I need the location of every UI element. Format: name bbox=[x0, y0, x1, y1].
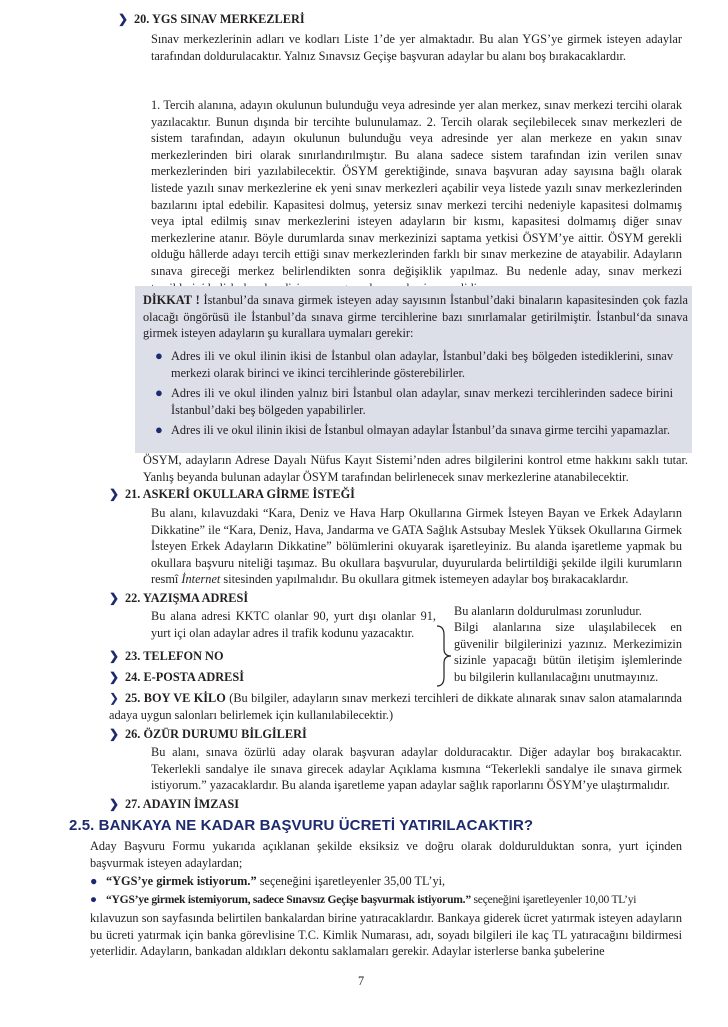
section-25-text: (Bu bilgiler, adayların sınav merkezi tercihleri de dikkate alınarak sınav salon atamalarında adaya uygun salonları belirlemek için kullanılabilecektir.) bbox=[109, 691, 682, 722]
warning-bullet-list bbox=[153, 348, 673, 443]
section-2-5-title: 2.5. BANKAYA NE KADAR BAŞVURU ÜCRETİ YATIRILACAKTIR? bbox=[69, 817, 534, 834]
fee-item-1-text: seçeneğini işaretleyenler 35,00 TL’yi, bbox=[256, 874, 446, 888]
bullet-icon: ● bbox=[155, 348, 163, 363]
chevron-right-icon: ❯ bbox=[109, 691, 120, 705]
section-22-title: 22. YAZIŞMA ADRESİ bbox=[125, 591, 249, 605]
chevron-right-icon: ❯ bbox=[118, 12, 129, 26]
chevron-right-icon: ❯ bbox=[109, 797, 120, 811]
section-27-heading bbox=[109, 797, 239, 812]
bullet-icon: ● bbox=[155, 385, 163, 401]
warning-footer: ÖSYM, adayların Adrese Dayalı Nüfus Kayıt Sistemi’nden adres bilgilerini kontrol etme hakkını saklı tutar. Yanlış beyanda bulunan adaylar ÖSYM tarafından belirlenecek sınav merkezlerine atanabilecektir. bbox=[143, 453, 688, 484]
warning-box bbox=[135, 286, 692, 484]
section-23-heading bbox=[109, 649, 224, 664]
section-26-title: 26. ÖZÜR DURUMU BİLGİLERİ bbox=[125, 727, 307, 741]
section-22-heading bbox=[109, 591, 248, 606]
bullet-icon: ● bbox=[90, 893, 97, 906]
side-note-info: Bilgi alanlarına size ulaşılabilecek en güvenilir bilgilerinizi yazınız. Merkezimizin sizinle yapacağı bütün iletişim işlemlerinde bu bilgilerin kullanılacağını unutmayınız. bbox=[454, 620, 682, 684]
section-26-paragraph: Bu alanı, sınava özürlü aday olarak başvuran adaylar dolduracaktır. Diğer adaylar boş bırakacaktır. Tekerlekli sandalye ile sınava girecek adaylar Açıklama kısmına “Tekerlekli sandalye ile sınava girmek istiyorum.” yazacaklardır. Bu alanda işaretleme yapan adaylar sağlık raporlarını ÖSYM’ye ulaştırmalıdır. bbox=[151, 745, 682, 793]
bullet-text: Adres ili ve okul ilinin ikisi de İstanbul olmayan adaylar İstanbul’da sınava girme tercihi yapamazlar. bbox=[171, 423, 670, 438]
section-21-heading bbox=[109, 487, 355, 502]
fee-item-2-label: “YGS’ye girmek istemiyorum, sadece Sınavsız Geçişe başvurmak istiyorum.” bbox=[106, 893, 471, 906]
list-item bbox=[153, 385, 673, 418]
section-2-5-intro: Aday Başvuru Formu yukarıda açıklanan şekilde eksiksiz ve doğru olarak doldurulduktan sonra, yurt içinden başvurmak isteyen adaylardan; bbox=[90, 839, 682, 870]
bullet-icon: ● bbox=[90, 874, 98, 888]
section-25-block bbox=[109, 690, 682, 723]
section-24-heading bbox=[109, 670, 244, 685]
warning-text-block bbox=[143, 292, 688, 342]
chevron-right-icon: ❯ bbox=[109, 649, 120, 663]
bullet-icon: ● bbox=[155, 422, 163, 438]
chevron-right-icon: ❯ bbox=[109, 487, 120, 501]
bullet-text: Adres ili ve okul ilinin ikisi de İstanbul olan adaylar, İstanbul’daki beş bölgeden istediklerini, sınav merkezi olarak birinci ve ikinci tercihlerinde gösterebilirler. bbox=[171, 349, 673, 380]
list-item bbox=[153, 348, 673, 381]
section-21-text-b: sitesinden yapılmalıdır. Bu okullara gitmek istemeyen adaylar boş bırakacaklardır. bbox=[220, 572, 629, 587]
section-21-paragraph bbox=[151, 505, 682, 588]
section-25-title: 25. BOY VE KİLO bbox=[125, 691, 226, 705]
section-21-text-a: Bu alanı, kılavuzdaki “Kara, Deniz ve Hava Harp Okullarına Girmek İsteyen Bayan ve Erkek Adayların Dikkatine” ile “Kara, Deniz, Hava, Jandarma ve GATA Sağlık Astsubay Meslek Yüksek Okullarına Girmek İsteyen Erkek Adayların Dikkatine” bölümlerini okuyarak işaretleyiniz. Bu alanda işaretleme yapmak bu okullara başvuru niteliği taşımaz. Bu okullara başvurular, duyurularda belirtildiği şekilde ilgili kurumların resmî bbox=[151, 506, 682, 587]
warning-label: DİKKAT ! bbox=[143, 293, 200, 307]
list-item bbox=[153, 422, 673, 439]
side-note-required: Bu alanların doldurulması zorunludur. bbox=[454, 604, 642, 618]
fee-item-1 bbox=[90, 873, 682, 890]
section-20-paragraph-1: Sınav merkezlerinin adları ve kodları Liste 1’de yer almaktadır. Bu alan YGS’ye girmek isteyen adaylar tarafından doldurulacaktır. Yalnız Sınavsız Geçişe başvuran adaylar bu alanı boş bırakacaklardır. bbox=[151, 32, 682, 63]
section-23-title: 23. TELEFON NO bbox=[125, 649, 224, 663]
section-21-title: 21. ASKERİ OKULLARA GİRME İSTEĞİ bbox=[125, 487, 355, 501]
section-20-title: 20. YGS SINAV MERKEZLERİ bbox=[134, 12, 305, 26]
fee-item-2-text: seçeneğini işaretleyenler 10,00 TL’yi bbox=[470, 893, 637, 906]
section-22-paragraph: Bu alana adresi KKTC olanlar 90, yurt dışı olanlar 91, yurt içi olan adaylar adres il trafik kodunu yazacaktır. bbox=[151, 609, 436, 640]
page-number: 7 bbox=[358, 974, 365, 988]
chevron-right-icon: ❯ bbox=[109, 670, 120, 684]
internet-word: İnternet bbox=[181, 572, 221, 587]
bullet-text: Adres ili ve okul ilinden yalnız biri İstanbul olan adaylar, sınav merkezi tercihlerinden sadece birini İstanbul’daki beş bölgeden yapabilirler. bbox=[171, 386, 673, 417]
section-27-title: 27. ADAYIN İMZASI bbox=[125, 797, 239, 811]
section-24-title: 24. E-POSTA ADRESİ bbox=[125, 670, 245, 684]
section-20-heading bbox=[118, 12, 305, 27]
fee-item-2 bbox=[90, 892, 690, 909]
section-26-heading bbox=[109, 727, 307, 742]
section-20-paragraph-2: 1. Tercih alanına, adayın okulunun bulunduğu veya adresinde yer alan merkez, sınav merkezi tercihi olarak yazılacaktır. Bunun dışında bir tercihte bulunulamaz. 2. Tercih olarak seçilebilecek sınav merkezleri de sistem tarafından, adayın okulunun bulunduğu veya adresinde yer alan merkeze en yakın sınav merkezlerinden biri olarak sınırlandırılmıştır. Bu alana sadece sistem tarafından izin verilen sınav merkezlerinden biri yazılabilecektir. ÖSYM gerektiğinde, sınava başvuran aday sayısına bağlı olarak listede yazılı sınav merkezlerine ek yeni sınav merkezleri açabilir veya listede yazılı sınav merkezlerinden bazılarını iptal edebilir. Kapasitesi dolmuş, yetersiz sınav merkezi tercihi nedeniyle kapasitesi dolmamış veya iptal edilmiş sınav merkezlerini isteyen adayların bir kısmı, kapasitesi dolmamış diğer sınav merkezlerine atanır. Böyle durumlarda sınav merkezinizi saptama yetkisi ÖSYM’ye aittir. ÖSYM gerekli olduğu hâllerde adayı tercih ettiği sınav merkezlerinden farklı bir sınav merkezine de atayabilir. Adayların sınava gireceği merkez belirlendikten sonra değişiklik yapılmaz. Bu nedenle aday, sınav merkezi bbox=[151, 98, 682, 278]
warning-text: İstanbul’da sınava girmek isteyen aday sayısının İstanbul’daki binaların kapasitesinden çok fazla olacağı öngörüsü ile İstanbul’da sınava girme tercihlerine bazı sınırlamalar getirilmiştir. İstanbul‘da sınava girmek isteyen adayların şu kurallara uymaları gerekir: bbox=[143, 293, 688, 341]
chevron-right-icon: ❯ bbox=[109, 727, 120, 741]
chevron-right-icon: ❯ bbox=[109, 591, 120, 605]
curly-brace-icon bbox=[436, 625, 452, 687]
section-2-5-outro: kılavuzun son sayfasında belirtilen bankalardan birine yatıracaklardır. Bankaya giderek ücret yatırmak isteyen adayların bu ücreti yatırmak için banka görevlisine T.C. Kimlik Numarası, adı, soyadı bilgileri ile kaç TL yatıracağını bildirmesi yeterlidir. Adayların, bankadan aldıkları dekontu saklamaları gerekir. Adaylar isterlerse banka şubelerine bbox=[90, 911, 682, 959]
fee-item-1-label: “YGS’ye girmek istiyorum.” bbox=[106, 874, 257, 888]
